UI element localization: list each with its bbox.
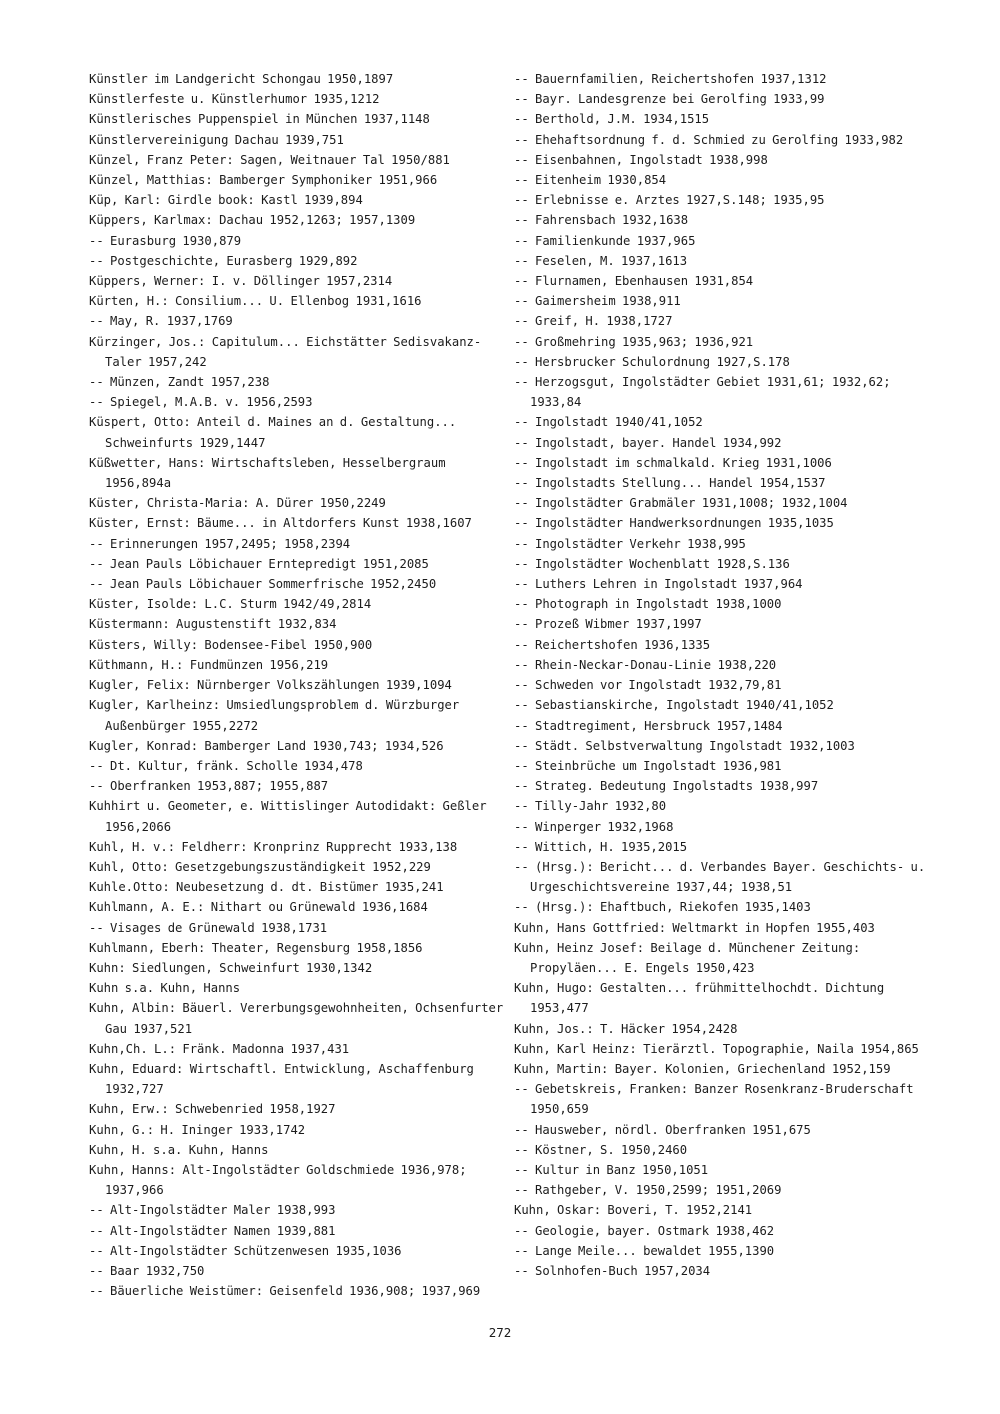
index-entry: -- Erlebnisse e. Arztes 1927,S.148; 1935,95	[514, 193, 825, 208]
index-entry: Küster, Christa-Maria: A. Dürer 1950,2249	[89, 496, 386, 511]
index-entry: Küspert, Otto: Anteil d. Maines an d. Gestaltung... Schweinfurts 1929,1447	[89, 415, 457, 450]
index-entry: -- Münzen, Zandt 1957,238	[89, 375, 270, 390]
index-entry: -- Berthold, J.M. 1934,1515	[514, 112, 710, 127]
index-entry: Küthmann, H.: Fundmünzen 1956,219	[89, 657, 329, 672]
index-entry: Kuhl, Otto: Gesetzgebungszuständigkeit 1952,229	[89, 859, 431, 874]
index-entry: Küp, Karl: Girdle book: Kastl 1939,894	[89, 193, 363, 208]
index-entry: Kuhlmann, Eberh: Theater, Regensburg 1958,1856	[89, 940, 423, 955]
index-entry: -- Spiegel, M.A.B. v. 1956,2593	[89, 395, 313, 410]
index-entry: -- Rathgeber, V. 1950,2599; 1951,2069	[514, 1183, 782, 1198]
index-column-right	[514, 69, 934, 1281]
index-entry: -- Sebastianskirche, Ingolstadt 1940/41,1052	[514, 698, 834, 713]
index-entry: -- Familienkunde 1937,965	[514, 233, 696, 248]
index-entry: Kuhn, H. s.a. Kuhn, Hanns	[89, 1142, 269, 1157]
index-column-left	[89, 69, 509, 1301]
page-number: 272	[488, 1325, 512, 1340]
index-entry: -- Gebetskreis, Franken: Banzer Rosenkranz-Bruderschaft 1950,659	[514, 1082, 914, 1117]
index-entry: -- Tilly-Jahr 1932,80	[514, 799, 667, 814]
index-entry: Kugler, Konrad: Bamberger Land 1930,743; 1934,526	[89, 738, 444, 753]
index-entry: Kuhn, Jos.: T. Häcker 1954,2428	[514, 1021, 738, 1036]
index-entry: -- Gaimersheim 1938,911	[514, 294, 681, 309]
index-entry: Küsters, Willy: Bodensee-Fibel 1950,900	[89, 637, 373, 652]
index-entry: Kuhn: Siedlungen, Schweinfurt 1930,1342	[89, 960, 373, 975]
index-entry: -- Hersbrucker Schulordnung 1927,S.178	[514, 354, 790, 369]
index-entry: -- Stadtregiment, Hersbruck 1957,1484	[514, 718, 783, 733]
index-entry: -- Ingolstädter Verkehr 1938,995	[514, 536, 746, 551]
index-entry: -- Luthers Lehren in Ingolstadt 1937,964	[514, 577, 803, 592]
index-entry: -- Solnhofen-Buch 1957,2034	[514, 1263, 711, 1278]
index-entry: -- Bauernfamilien, Reichertshofen 1937,1312	[514, 72, 827, 86]
index-entry: Künstler im Landgericht Schongau 1950,1897	[89, 72, 394, 86]
index-entry: Künstlerfeste u. Künstlerhumor 1935,1212	[89, 92, 380, 107]
index-entry: -- Erinnerungen 1957,2495; 1958,2394	[89, 536, 351, 551]
index-entry: -- Bayr. Landesgrenze bei Gerolfing 1933,99	[514, 92, 825, 107]
index-entry: Kuhn, Oskar: Boveri, T. 1952,2141	[514, 1203, 753, 1218]
index-entry: Kuhn, Eduard: Wirtschaftl. Entwicklung, Aschaffenburg 1932,727	[89, 1061, 474, 1097]
index-entry: -- Großmehring 1935,963; 1936,921	[514, 334, 754, 349]
index-entry: -- Ingolstädter Grabmäler 1931,1008; 1932,1004	[514, 496, 848, 511]
index-entry: Kuhn, Karl Heinz: Tierärztl. Topographie, Naila 1954,865	[514, 1041, 919, 1056]
index-entry: -- Ingolstadt 1940/41,1052	[514, 415, 703, 430]
index-entry: -- Photograph in Ingolstadt 1938,1000	[514, 597, 782, 612]
index-entry: Kuhlmann, A. E.: Nithart ou Grünewald 1936,1684	[89, 900, 428, 915]
index-entry: -- Eurasburg 1930,879	[89, 233, 242, 248]
index-entry: -- Rhein-Neckar-Donau-Linie 1938,220	[514, 657, 777, 672]
index-entry: Künstlerisches Puppenspiel in München 1937,1148	[89, 112, 430, 127]
index-entry: -- Oberfranken 1953,887; 1955,887	[89, 779, 329, 794]
index-entry: -- Steinbrüche um Ingolstadt 1936,981	[514, 758, 782, 773]
index-entry: Kugler, Felix: Nürnberger Volkszählungen 1939,1094	[89, 678, 452, 693]
index-entry: Küppers, Karlmax: Dachau 1952,1263; 1957,1309	[89, 213, 416, 228]
index-entry: -- Herzogsgut, Ingolstädter Gebiet 1931,61; 1932,62; 1933,84	[514, 375, 891, 410]
index-entry: -- Greif, H. 1938,1727	[514, 314, 673, 329]
index-entry: -- Kultur in Banz 1950,1051	[514, 1162, 709, 1177]
index-entry: -- Alt-Ingolstädter Namen 1939,881	[89, 1223, 336, 1238]
index-entry: Kuhn s.a. Kuhn, Hanns	[89, 981, 241, 996]
index-entry: -- Eitenheim 1930,854	[514, 173, 667, 188]
index-entry: -- Bäuerliche Weistümer: Geisenfeld 1936,908; 1937,969	[89, 1284, 481, 1299]
index-entry: -- Feselen, M. 1937,1613	[514, 253, 688, 268]
index-entry: -- Lange Meile... bewaldet 1955,1390	[514, 1243, 775, 1258]
index-entry: -- Hausweber, nördl. Oberfranken 1951,675	[514, 1122, 811, 1137]
index-entry: Künzel, Matthias: Bamberger Symphoniker 1951,966	[89, 173, 438, 188]
index-entry: Kuhn, G.: H. Ininger 1933,1742	[89, 1122, 306, 1137]
index-entry: Kuhn, Heinz Josef: Beilage d. Münchener Zeitung: Propyläen... E. Engels 1950,423	[514, 940, 861, 975]
index-entry: -- Fahrensbach 1932,1638	[514, 213, 689, 228]
index-entry: -- (Hrsg.): Bericht... d. Verbandes Bayer. Geschichts- u. Urgeschichtsvereine 1937,44; 1938,51	[514, 859, 926, 895]
index-entry: Kuhl, H. v.: Feldherr: Kronprinz Rupprecht 1933,138	[89, 839, 458, 854]
index-entry: Kuhn, Hanns: Alt-Ingolstädter Goldschmiede 1936,978; 1937,966	[89, 1162, 467, 1198]
index-entry: -- Flurnamen, Ebenhausen 1931,854	[514, 274, 754, 289]
index-entry: Kuhn, Hugo: Gestalten... frühmittelhochdt. Dichtung 1953,477	[514, 981, 885, 1016]
index-entry: -- Prozeß Wibmer 1937,1997	[514, 617, 702, 632]
index-entry: Kuhn,Ch. L.: Fränk. Madonna 1937,431	[89, 1041, 350, 1056]
index-entry: -- Strateg. Bedeutung Ingolstadts 1938,997	[514, 779, 819, 794]
index-entry: -- Ehehaftsordnung f. d. Schmied zu Gerolfing 1933,982	[514, 132, 904, 147]
index-entry: Kürzinger, Jos.: Capitulum... Eichstätter Sedisvakanz-Taler 1957,242	[89, 334, 482, 369]
index-entry: Künstlervereinigung Dachau 1939,751	[89, 132, 344, 147]
index-entry: -- Alt-Ingolstädter Schützenwesen 1935,1036	[89, 1243, 402, 1258]
index-entry: -- Winperger 1932,1968	[514, 819, 674, 834]
index-entry: Küstermann: Augustenstift 1932,834	[89, 617, 337, 632]
index-entry: -- Eisenbahnen, Ingolstadt 1938,998	[514, 152, 768, 167]
index-entry: Küppers, Werner: I. v. Döllinger 1957,2314	[89, 274, 393, 289]
index-entry: -- May, R. 1937,1769	[89, 314, 233, 329]
index-entry: Küßwetter, Hans: Wirtschaftsleben, Hesselbergraum 1956,894a	[89, 455, 446, 491]
index-entry: -- Alt-Ingolstädter Maler 1938,993	[89, 1203, 336, 1218]
index-entry: -- Ingolstädter Wochenblatt 1928,S.136	[514, 556, 790, 571]
index-entry: Kuhn, Martin: Bayer. Kolonien, Griechenland 1952,159	[514, 1061, 891, 1076]
index-entry: -- Ingolstadts Stellung... Handel 1954,1537	[514, 476, 826, 491]
index-entry: -- Jean Pauls Löbichauer Erntepredigt 1951,2085	[89, 556, 429, 571]
index-entry: Kürten, H.: Consilium... U. Ellenbog 1931,1616	[89, 294, 422, 309]
index-entry: -- (Hrsg.): Ehaftbuch, Riekofen 1935,1403	[514, 900, 811, 915]
index-entry: Küster, Ernst: Bäume... in Altdorfers Kunst 1938,1607	[89, 516, 472, 531]
index-entry: Kuhn, Erw.: Schwebenried 1958,1927	[89, 1102, 336, 1117]
index-entry: -- Dt. Kultur, fränk. Scholle 1934,478	[89, 758, 363, 773]
index-entry: -- Wittich, H. 1935,2015	[514, 839, 688, 854]
index-entry: Kuhn, Hans Gottfried: Weltmarkt in Hopfen 1955,403	[514, 920, 875, 935]
index-entry: Kuhle.Otto: Neubesetzung d. dt. Bistümer 1935,241	[89, 880, 444, 895]
index-entry: -- Ingolstadt im schmalkald. Krieg 1931,1006	[514, 455, 832, 470]
index-entry: Kugler, Karlheinz: Umsiedlungsproblem d. Würzburger Außenbürger 1955,2272	[89, 698, 460, 733]
index-entry: -- Postgeschichte, Eurasberg 1929,892	[89, 253, 358, 268]
index-entry: -- Visages de Grünewald 1938,1731	[89, 920, 328, 935]
index-entry: -- Jean Pauls Löbichauer Sommerfrische 1952,2450	[89, 577, 437, 592]
index-entry: Künzel, Franz Peter: Sagen, Weitnauer Tal 1950/881	[89, 152, 450, 167]
index-entry: -- Ingolstädter Handwerksordnungen 1935,1035	[514, 516, 834, 531]
index-entry: -- Städt. Selbstverwaltung Ingolstadt 1932,1003	[514, 738, 855, 753]
index-entry: -- Baar 1932,750	[89, 1263, 205, 1278]
index-entry: -- Geologie, bayer. Ostmark 1938,462	[514, 1223, 775, 1238]
index-entry: -- Köstner, S. 1950,2460	[514, 1142, 688, 1157]
index-entry: -- Reichertshofen 1936,1335	[514, 637, 711, 652]
index-entry: -- Ingolstadt, bayer. Handel 1934,992	[514, 435, 782, 450]
index-entry: Kuhn, Albin: Bäuerl. Vererbungsgewohnheiten, Ochsenfurter Gau 1937,521	[89, 1001, 504, 1036]
index-entry: Kuhhirt u. Geometer, e. Wittislinger Autodidakt: Geßler 1956,2066	[89, 799, 487, 834]
index-entry: -- Schweden vor Ingolstadt 1932,79,81	[514, 678, 782, 693]
index-entry: Küster, Isolde: L.C. Sturm 1942/49,2814	[89, 597, 372, 612]
